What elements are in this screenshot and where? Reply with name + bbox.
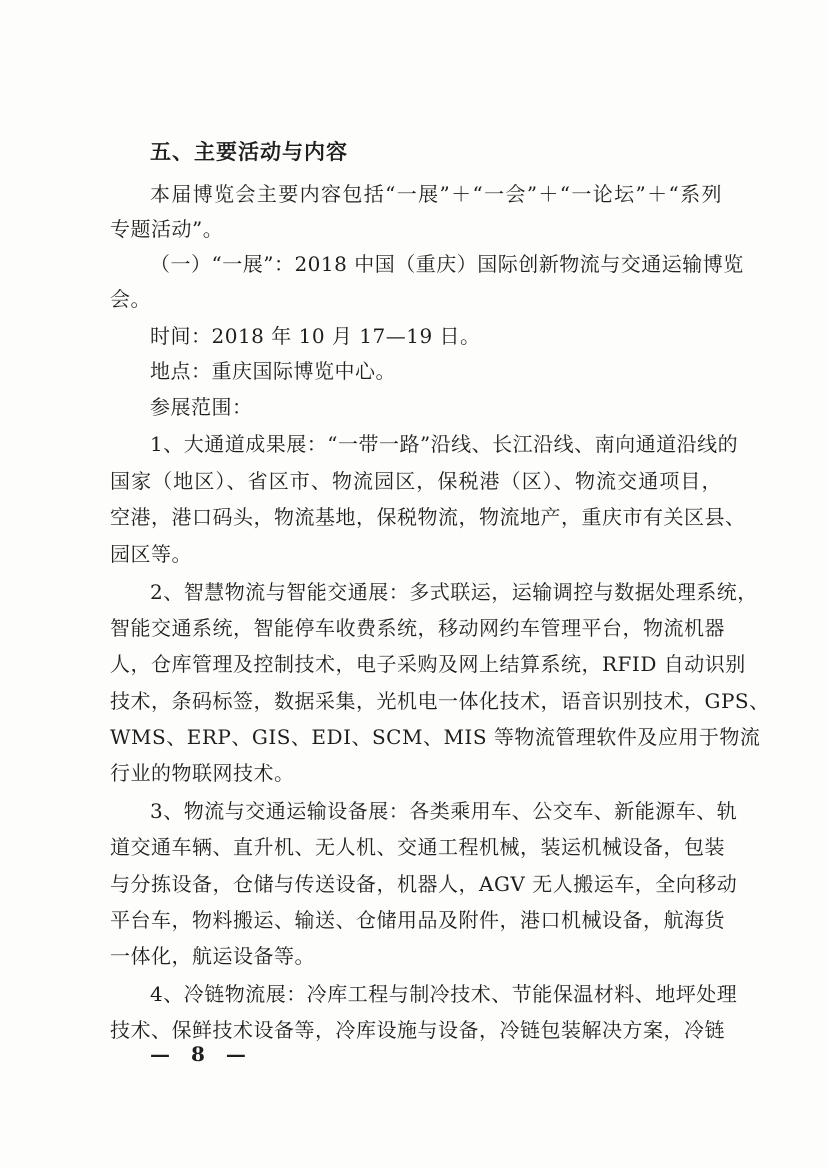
item2-line-2: 智能交通系统，智能停车收费系统，移动网约车管理平台，物流机器 <box>110 616 725 640</box>
page-number-value: 8 <box>190 1042 205 1066</box>
item1-line-2: 国家（地区）、省区市、物流园区，保税港（区）、物流交通项目， <box>110 469 722 493</box>
expo-place: 地点：重庆国际博览中心。 <box>150 359 396 383</box>
item3-line-3: 与分拣设备，仓储与传送设备，机器人，AGV 无人搬运车，全向移动 <box>110 872 738 896</box>
expo-time: 时间：2018 年 10 月 17—19 日。 <box>150 324 481 348</box>
item2-line-4: 技术，条码标签，数据采集，光机电一体化技术，语音识别技术，GPS、 <box>110 689 770 713</box>
scope-label: 参展范围： <box>150 395 253 419</box>
item1-line-3: 空港，港口码头，物流基地，保税物流，物流地产，重庆市有关区县、 <box>110 505 746 529</box>
intro-line-1: 本届博览会主要内容包括“一展”＋“一会”＋“一论坛”＋“系列 <box>150 182 722 206</box>
item4-line-2: 技术、保鲜技术设备等，冷库设施与设备，冷链包装解决方案，冷链 <box>110 1018 725 1042</box>
page-number-dash-right: — <box>225 1042 246 1066</box>
item1-line-1: 1、大通道成果展：“一带一路”沿线、长江沿线、南向通道沿线的 <box>150 432 739 456</box>
section-heading: 五、主要活动与内容 <box>150 139 348 164</box>
item3-line-2: 道交通车辆、直升机、无人机、交通工程机械，装运机械设备，包装 <box>110 835 725 859</box>
item3-line-4: 平台车，物料搬运、输送、仓储用品及附件，港口机械设备，航海货 <box>110 908 725 932</box>
item4-line-1: 4、冷链物流展：冷库工程与制冷技术、节能保温材料、地坪处理 <box>150 982 738 1006</box>
item2-line-3: 人，仓库管理及控制技术，电子采购及网上结算系统，RFID 自动识别 <box>110 652 746 676</box>
intro-line-2: 专题活动”。 <box>110 217 224 241</box>
item2-line-1: 2、智慧物流与智能交通展：多式联运，运输调控与数据处理系统， <box>150 580 758 604</box>
item3-line-1: 3、物流与交通运输设备展：各类乘用车、公交车、新能源车、轨 <box>150 799 738 823</box>
item3-line-5: 一体化，航运设备等。 <box>110 944 315 968</box>
page-number <box>150 1042 246 1066</box>
item2-line-5: WMS、ERP、GIS、EDI、SCM、MIS 等物流管理软件及应用于物流 <box>110 725 761 749</box>
item1-line-4: 园区等。 <box>110 542 192 566</box>
page-number-dash-left: — <box>150 1042 170 1066</box>
expo-title-line-2: 会。 <box>110 287 151 311</box>
item2-line-6: 行业的物联网技术。 <box>110 761 295 785</box>
expo-title-line-1: （一）“一展”：2018 中国（重庆）国际创新物流与交通运输博览 <box>150 252 744 276</box>
